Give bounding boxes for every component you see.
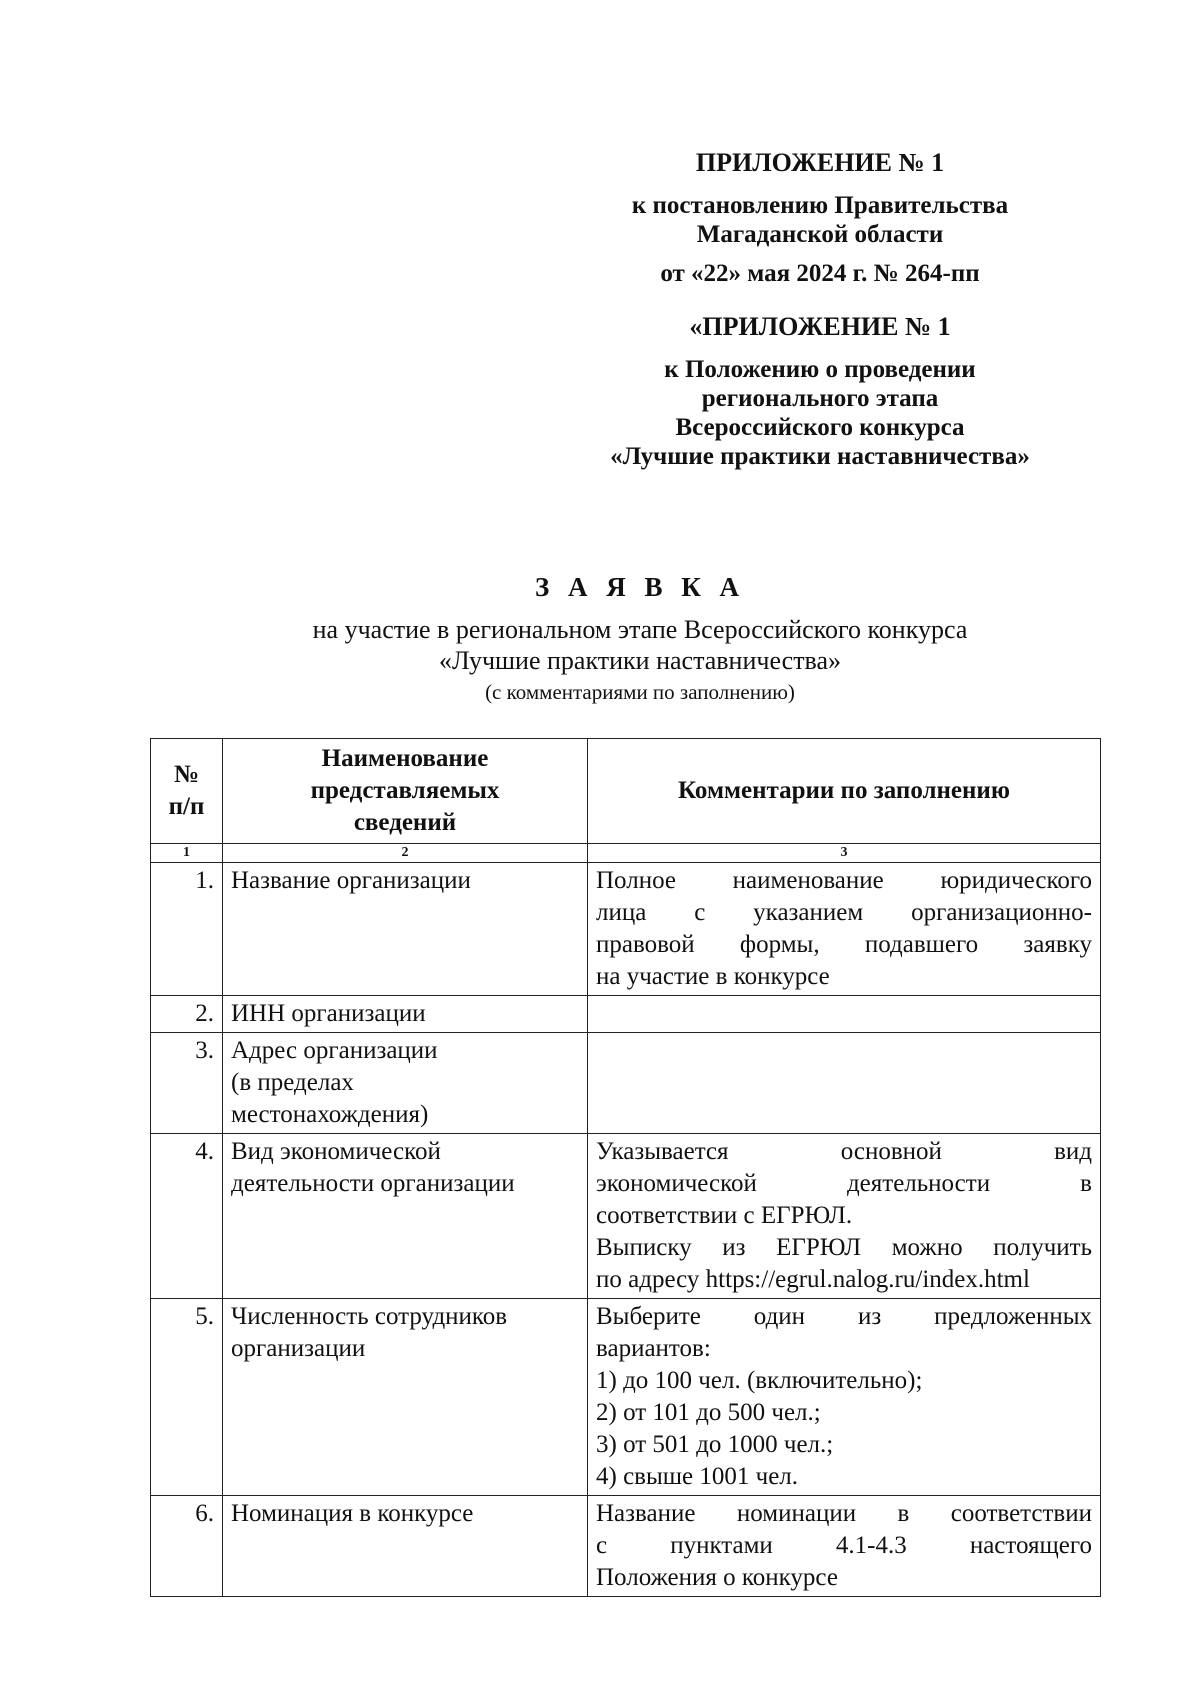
regulation-line: «Лучшие практики наставничества» [610, 443, 1030, 470]
item-name-line: ИНН организации [231, 1000, 426, 1027]
table-row [151, 863, 1101, 996]
comment-line: по адресу https://egrul.nalog.ru/index.html [596, 1266, 1030, 1293]
comment-line: Название номинации в соответствии [596, 1500, 1092, 1527]
column-number: 3 [588, 844, 1101, 863]
column-number: 2 [223, 844, 588, 863]
table-body [151, 863, 1101, 1597]
item-name-line: Численность сотрудников [231, 1303, 508, 1330]
row-number: 1. [151, 863, 223, 996]
subtitle-line: «Лучшие практики наставничества» [438, 646, 842, 675]
subtitle-line: на участие в региональном этапе Всероссийского конкурса [312, 615, 968, 644]
application-title: З А Я В К А [534, 572, 746, 602]
item-name-line: Адрес организации [231, 1037, 438, 1064]
column-number-row [151, 844, 1101, 863]
item-name-cell [223, 1134, 588, 1299]
regulation-appendix-title: «ПРИЛОЖЕНИЕ № 1 [689, 312, 951, 341]
comment-line: Положения о конкурсе [596, 1564, 838, 1591]
regulation-line: к Положению о проведении [664, 356, 976, 383]
item-name-cell [223, 863, 588, 996]
table-row [151, 1496, 1101, 1597]
table-row [151, 1134, 1101, 1299]
decree-reference [560, 191, 1080, 249]
item-name-line: деятельности организации [231, 1170, 515, 1197]
application-form-table [150, 738, 1101, 1597]
table-header-row [151, 739, 1101, 844]
row-number: 6. [151, 1496, 223, 1597]
row-number: 3. [151, 1033, 223, 1134]
table-row [151, 1033, 1101, 1134]
comment-line: правовой формы, подавшего заявку [596, 931, 1092, 958]
header-text: п/п [168, 793, 205, 820]
comment-cell [588, 1134, 1101, 1299]
comment-line: с пунктами 4.1-4.3 настоящего [596, 1532, 1092, 1559]
application-note: (с комментариями по заполнению) [485, 680, 795, 704]
decree-ref-line: Магаданской области [696, 221, 944, 248]
comment-cell [588, 863, 1101, 996]
appendix-header [560, 148, 1080, 471]
comment-line: Полное наименование юридического [596, 867, 1092, 894]
header-comments: Комментарии по заполнению [588, 739, 1101, 844]
comment-line: Выберите один из предложенных [596, 1303, 1092, 1330]
comment-line: 3) от 501 до 1000 чел.; [596, 1431, 834, 1458]
header-text: Наименование [321, 745, 489, 772]
comment-line: на участие в конкурсе [596, 963, 830, 990]
item-name-line: (в пределах [231, 1069, 354, 1096]
row-number: 2. [151, 996, 223, 1033]
item-name-line: местонахождения) [231, 1101, 429, 1128]
header-text: сведений [353, 809, 457, 836]
comment-cell [588, 1299, 1101, 1496]
item-name-cell [223, 1299, 588, 1496]
row-number: 5. [151, 1299, 223, 1496]
item-name-cell [223, 1496, 588, 1597]
regulation-reference [560, 355, 1080, 471]
comment-cell [588, 996, 1101, 1033]
table-row [151, 996, 1101, 1033]
comment-line: соответствии с ЕГРЮЛ. [596, 1202, 853, 1229]
row-number: 4. [151, 1134, 223, 1299]
comment-line: 2) от 101 до 500 чел.; [596, 1399, 821, 1426]
comment-line: Выписку из ЕГРЮЛ можно получить [596, 1234, 1092, 1261]
comment-line: 4) свыше 1001 чел. [596, 1463, 799, 1490]
appendix-title: ПРИЛОЖЕНИЕ № 1 [695, 148, 945, 177]
comment-line: экономической деятельности в [596, 1170, 1092, 1197]
comment-line: вариантов: [596, 1335, 711, 1362]
header-number [151, 739, 223, 844]
column-number: 1 [151, 844, 223, 863]
header-item-name [223, 739, 588, 844]
item-name-cell [223, 1033, 588, 1134]
decree-date: от «22» мая 2024 г. № 264-пп [660, 260, 980, 287]
comment-line: 1) до 100 чел. (включительно); [596, 1367, 923, 1394]
item-name-line: организации [231, 1335, 366, 1362]
item-name-line: Вид экономической [231, 1138, 441, 1165]
item-name-line: Название организации [231, 867, 471, 894]
regulation-line: регионального этапа [701, 385, 939, 412]
comment-cell [588, 1496, 1101, 1597]
application-subtitle [140, 614, 1140, 676]
decree-ref-line: к постановлению Правительства [631, 192, 1009, 219]
item-name-line: Номинация в конкурсе [231, 1500, 474, 1527]
comment-line: Указывается основной вид [596, 1138, 1092, 1165]
regulation-line: Всероссийского конкурса [675, 414, 965, 441]
comment-cell [588, 1033, 1101, 1134]
header-text: № [173, 761, 200, 788]
comment-line: лица с указанием организационно- [596, 899, 1092, 926]
header-text: представляемых [310, 777, 500, 804]
item-name-cell [223, 996, 588, 1033]
table-row [151, 1299, 1101, 1496]
